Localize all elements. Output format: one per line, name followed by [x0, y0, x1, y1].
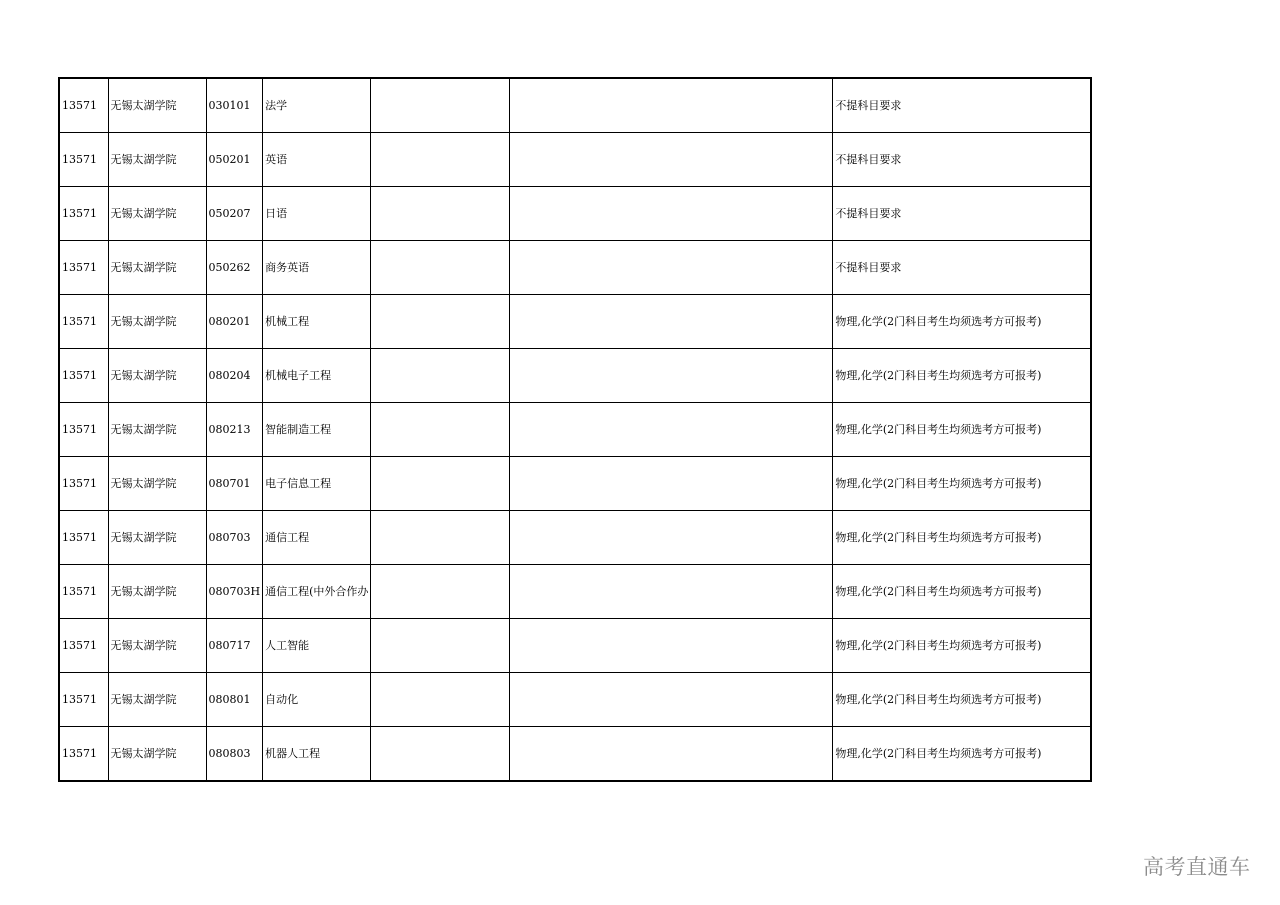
major-code-cell: 080213 [206, 403, 263, 457]
table-row [59, 673, 1091, 727]
school-name-cell: 无锡太湖学院 [108, 565, 206, 619]
major-code-cell: 050262 [206, 241, 263, 295]
major-name-cell: 日语 [263, 187, 371, 241]
subject-requirement-cell: 不提科目要求 [833, 187, 1091, 241]
table-row [59, 241, 1091, 295]
major-name-cell: 人工智能 [263, 619, 371, 673]
subject-requirement-cell: 物理,化学(2门科目考生均须选考方可报考) [833, 457, 1091, 511]
empty-cell [371, 727, 510, 782]
major-name-cell: 机器人工程 [263, 727, 371, 782]
major-code-cell: 080803 [206, 727, 263, 782]
empty-cell [510, 565, 833, 619]
empty-cell [510, 457, 833, 511]
empty-cell [510, 133, 833, 187]
major-name-cell: 法学 [263, 78, 371, 133]
empty-cell [510, 78, 833, 133]
subject-requirement-cell: 不提科目要求 [833, 241, 1091, 295]
empty-cell [371, 241, 510, 295]
school-code-cell: 13571 [59, 511, 108, 565]
empty-cell [371, 565, 510, 619]
empty-cell [371, 295, 510, 349]
subject-requirement-cell: 物理,化学(2门科目考生均须选考方可报考) [833, 403, 1091, 457]
major-name-cell: 通信工程(中外合作办 [263, 565, 371, 619]
empty-cell [510, 403, 833, 457]
subject-requirement-table [58, 77, 1092, 782]
major-code-cell: 080703H [206, 565, 263, 619]
subject-requirement-cell: 不提科目要求 [833, 78, 1091, 133]
school-code-cell: 13571 [59, 727, 108, 782]
school-name-cell: 无锡太湖学院 [108, 187, 206, 241]
major-code-cell: 080717 [206, 619, 263, 673]
empty-cell [371, 673, 510, 727]
school-name-cell: 无锡太湖学院 [108, 673, 206, 727]
major-code-cell: 050201 [206, 133, 263, 187]
major-name-cell: 英语 [263, 133, 371, 187]
table-row [59, 133, 1091, 187]
major-name-cell: 自动化 [263, 673, 371, 727]
subject-requirement-cell: 物理,化学(2门科目考生均须选考方可报考) [833, 565, 1091, 619]
school-code-cell: 13571 [59, 295, 108, 349]
table-row [59, 511, 1091, 565]
empty-cell [371, 78, 510, 133]
school-code-cell: 13571 [59, 619, 108, 673]
school-name-cell: 无锡太湖学院 [108, 727, 206, 782]
school-code-cell: 13571 [59, 403, 108, 457]
school-name-cell: 无锡太湖学院 [108, 619, 206, 673]
subject-requirement-cell: 物理,化学(2门科目考生均须选考方可报考) [833, 619, 1091, 673]
major-code-cell: 080204 [206, 349, 263, 403]
empty-cell [510, 295, 833, 349]
empty-cell [371, 349, 510, 403]
school-name-cell: 无锡太湖学院 [108, 295, 206, 349]
school-code-cell: 13571 [59, 241, 108, 295]
school-code-cell: 13571 [59, 133, 108, 187]
subject-requirement-cell: 不提科目要求 [833, 133, 1091, 187]
major-name-cell: 机械工程 [263, 295, 371, 349]
table-row [59, 78, 1091, 133]
empty-cell [510, 349, 833, 403]
major-name-cell: 电子信息工程 [263, 457, 371, 511]
empty-cell [510, 241, 833, 295]
major-code-cell: 050207 [206, 187, 263, 241]
school-code-cell: 13571 [59, 349, 108, 403]
major-code-cell: 030101 [206, 78, 263, 133]
school-code-cell: 13571 [59, 565, 108, 619]
watermark-text: 高考直通车 [1143, 855, 1251, 879]
subject-requirement-cell: 物理,化学(2门科目考生均须选考方可报考) [833, 295, 1091, 349]
empty-cell [371, 187, 510, 241]
subject-requirement-cell: 物理,化学(2门科目考生均须选考方可报考) [833, 511, 1091, 565]
table-row [59, 403, 1091, 457]
table-body [59, 78, 1091, 781]
empty-cell [510, 727, 833, 782]
subject-requirement-cell: 物理,化学(2门科目考生均须选考方可报考) [833, 727, 1091, 782]
school-name-cell: 无锡太湖学院 [108, 403, 206, 457]
school-code-cell: 13571 [59, 187, 108, 241]
empty-cell [371, 457, 510, 511]
major-name-cell: 智能制造工程 [263, 403, 371, 457]
empty-cell [371, 511, 510, 565]
school-name-cell: 无锡太湖学院 [108, 78, 206, 133]
table-row [59, 349, 1091, 403]
table-row [59, 187, 1091, 241]
table-row [59, 565, 1091, 619]
empty-cell [371, 403, 510, 457]
table-row [59, 457, 1091, 511]
major-name-cell: 通信工程 [263, 511, 371, 565]
school-name-cell: 无锡太湖学院 [108, 133, 206, 187]
major-code-cell: 080201 [206, 295, 263, 349]
empty-cell [510, 187, 833, 241]
school-code-cell: 13571 [59, 673, 108, 727]
empty-cell [510, 619, 833, 673]
school-code-cell: 13571 [59, 78, 108, 133]
empty-cell [510, 673, 833, 727]
empty-cell [510, 511, 833, 565]
table-row [59, 727, 1091, 782]
major-name-cell: 机械电子工程 [263, 349, 371, 403]
major-code-cell: 080703 [206, 511, 263, 565]
table-row [59, 295, 1091, 349]
subject-requirement-cell: 物理,化学(2门科目考生均须选考方可报考) [833, 349, 1091, 403]
empty-cell [371, 133, 510, 187]
school-name-cell: 无锡太湖学院 [108, 457, 206, 511]
empty-cell [371, 619, 510, 673]
major-code-cell: 080801 [206, 673, 263, 727]
table-row [59, 619, 1091, 673]
school-code-cell: 13571 [59, 457, 108, 511]
school-name-cell: 无锡太湖学院 [108, 241, 206, 295]
school-name-cell: 无锡太湖学院 [108, 511, 206, 565]
school-name-cell: 无锡太湖学院 [108, 349, 206, 403]
major-code-cell: 080701 [206, 457, 263, 511]
subject-requirement-cell: 物理,化学(2门科目考生均须选考方可报考) [833, 673, 1091, 727]
major-name-cell: 商务英语 [263, 241, 371, 295]
